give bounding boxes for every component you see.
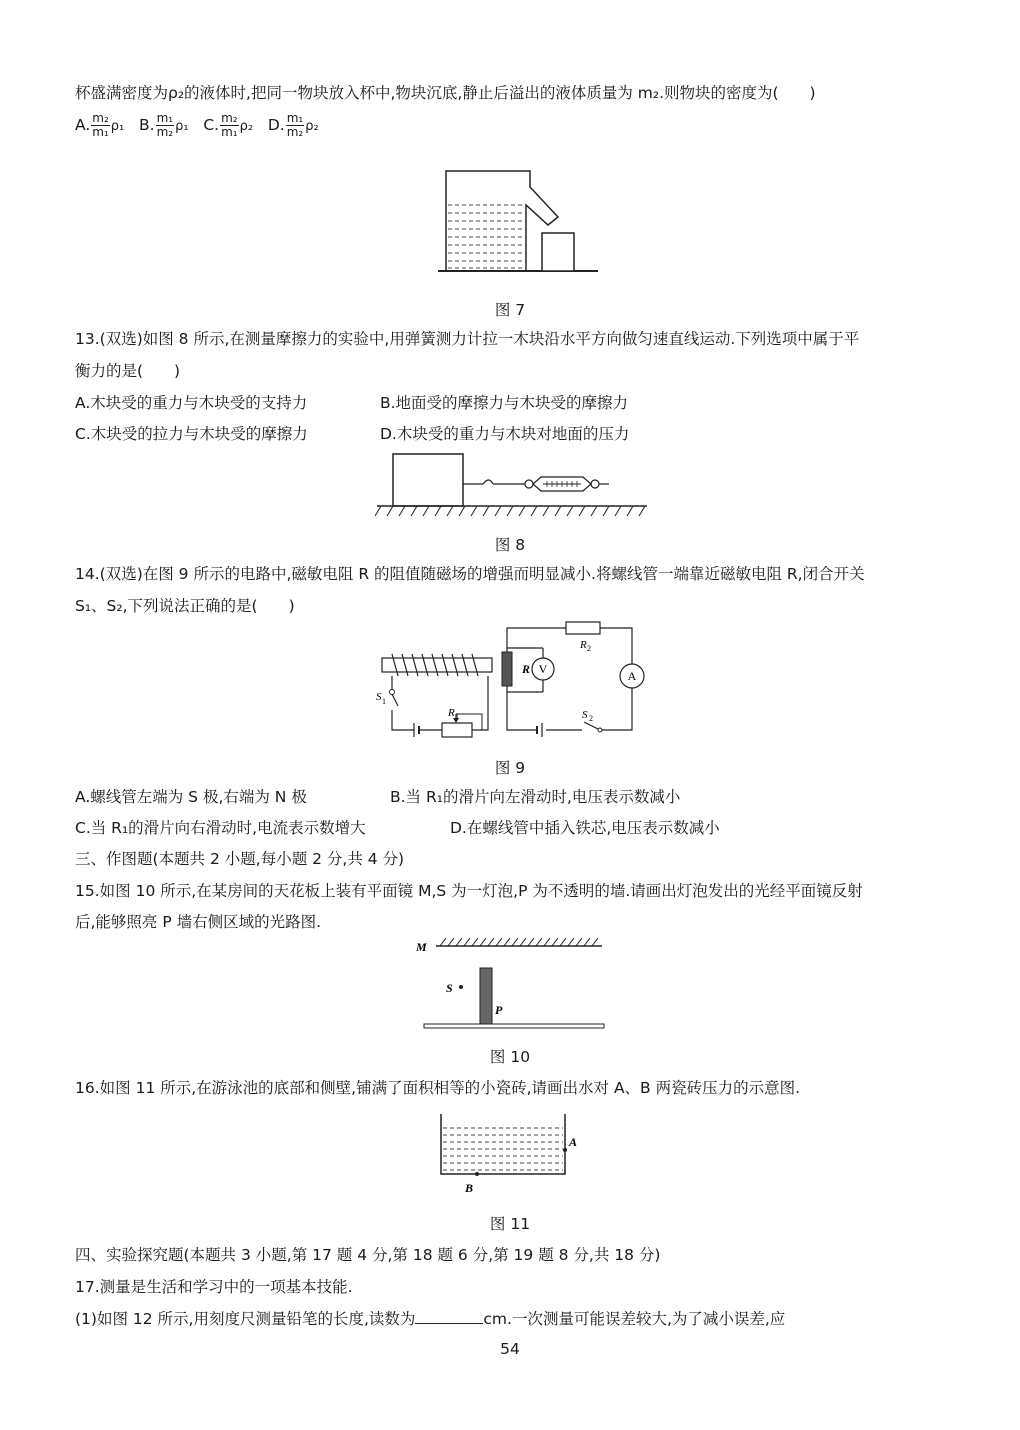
svg-text:2: 2: [589, 714, 593, 723]
q13-option-d: D.木块受的重力与木块对地面的压力: [380, 425, 630, 443]
ammeter: A: [627, 669, 637, 683]
voltmeter: V: [538, 662, 548, 676]
q13-option-b: B.地面受的摩擦力与木块受的摩擦力: [380, 394, 629, 412]
q12-stem: 杯盛满密度为ρ₂的液体时,把同一物块放入杯中,物块沉底,静止后溢出的液体质量为 m₂.则物块的密度为( ): [75, 84, 816, 102]
answer-blank[interactable]: [415, 1309, 483, 1324]
svg-text:2: 2: [587, 644, 591, 653]
label-r: R: [522, 662, 531, 676]
q15-stem-line2: 后,能够照亮 P 墙右侧区域的光路图.: [75, 913, 322, 931]
q14-option-a: A.螺线管左端为 S 极,右端为 N 极: [75, 788, 307, 806]
figure-11-swimming-pool: [435, 1108, 585, 1200]
q13-stem-line1: 13.(双选)如图 8 所示,在测量摩擦力的实验中,用弹簧测力计拉一木块沿水平方向做匀速直线运动.下列选项中属于平: [75, 330, 860, 348]
q14-option-b: B.当 R₁的滑片向左滑动时,电压表示数减小: [390, 788, 681, 806]
figure-8-caption: 图 8: [494, 536, 526, 554]
q13-option-c: C.木块受的拉力与木块受的摩擦力: [75, 425, 308, 443]
section-4-heading: 四、实验探究题(本题共 3 小题,第 17 题 4 分,第 18 题 6 分,第 19 题 8 分,共 18 分): [75, 1246, 661, 1264]
label-s2: S: [582, 709, 588, 721]
label-bulb-s: S: [446, 981, 453, 995]
figure-8-friction-setup: [375, 450, 650, 522]
q14-stem-line1: 14.(双选)在图 9 所示的电路中,磁敏电阻 R 的阻值随磁场的增强而明显减小.将螺线管一端靠近磁敏电阻 R,闭合开关: [75, 565, 865, 583]
q17-part1: (1)如图 12 所示,用刻度尺测量铅笔的长度,读数为 cm.一次测量可能误差较大,为了减小误差,应: [75, 1310, 786, 1328]
q14-option-d: D.在螺线管中插入铁芯,电压表示数减小: [450, 819, 720, 837]
q14-stem-line2: S₁、S₂,下列说法正确的是( ): [75, 597, 295, 615]
svg-text:1: 1: [455, 712, 459, 721]
figure-9-circuit: [370, 618, 650, 744]
q14-option-c: C.当 R₁的滑片向右滑动时,电流表示数增大: [75, 819, 366, 837]
q12-options: [75, 112, 319, 139]
figure-7-overflow-cup: [430, 165, 600, 277]
figure-9-caption: 图 9: [494, 759, 526, 777]
q12-option-a: A. $\frac{\text{m₂}}{\text{m₁}}$ ρ₁: [75, 111, 125, 139]
label-tile-a: A: [569, 1135, 578, 1149]
q16-stem: 16.如图 11 所示,在游泳池的底部和侧壁,铺满了面积相等的小瓷砖,请画出水对 A、B 两瓷砖压力的示意图.: [75, 1079, 801, 1097]
page-number: 54: [500, 1340, 520, 1358]
q12-option-d: D. $\frac{\text{m₁}}{\text{m₂}}$ ρ₂: [267, 111, 319, 139]
label-tile-b: B: [465, 1181, 474, 1195]
label-wall-p: P: [495, 1003, 503, 1017]
label-mirror-m: M: [416, 940, 427, 954]
figure-10-caption: 图 10: [489, 1048, 531, 1066]
svg-text:1: 1: [382, 697, 386, 706]
figure-10-mirror-wall: [410, 934, 610, 1034]
figure-11-caption: 图 11: [489, 1215, 531, 1233]
label-r2: R: [580, 639, 587, 651]
label-s1: S: [376, 691, 382, 703]
q12-option-b: B. $\frac{\text{m₁}}{\text{m₂}}$ ρ₁: [139, 111, 189, 139]
q13-option-a: A.木块受的重力与木块受的支持力: [75, 394, 308, 412]
label-r1: R: [448, 707, 455, 719]
bulb-dot: [459, 985, 463, 989]
section-3-heading: 三、作图题(本题共 2 小题,每小题 2 分,共 4 分): [75, 850, 405, 868]
q17-stem: 17.测量是生活和学习中的一项基本技能.: [75, 1278, 353, 1296]
q13-stem-line2: 衡力的是( ): [75, 362, 181, 380]
q15-stem-line1: 15.如图 10 所示,在某房间的天花板上装有平面镜 M,S 为一灯泡,P 为不透明的墙.请画出灯泡发出的光经平面镜反射: [75, 882, 863, 900]
figure-7-caption: 图 7: [494, 301, 526, 319]
q12-option-c: C. $\frac{\text{m₂}}{\text{m₁}}$ ρ₂: [203, 111, 254, 139]
